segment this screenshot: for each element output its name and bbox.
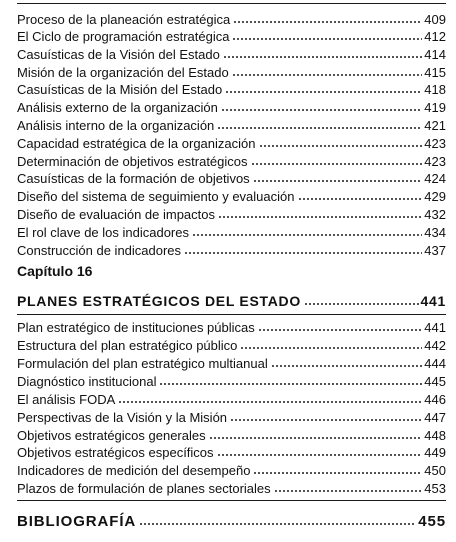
toc-entry [17, 44, 446, 62]
toc-entry [17, 442, 446, 460]
toc-entry-title: Diagnóstico institucional [17, 374, 157, 389]
dot-leader [274, 489, 423, 493]
dot-leader [271, 364, 423, 368]
toc-entry-title: Diseño del sistema de seguimiento y evaluación [17, 189, 295, 204]
dot-leader [209, 436, 423, 440]
chapter-label: Capítulo 16 [17, 263, 93, 279]
dot-leader [251, 162, 423, 166]
toc-entry-page: 434 [424, 225, 446, 240]
dot-leader [253, 471, 422, 475]
dot-leader [259, 144, 423, 148]
toc-entry [17, 478, 446, 496]
toc-entry-page: 429 [424, 189, 446, 204]
dot-leader [217, 126, 422, 130]
chapter-title-entry [17, 291, 446, 309]
toc-entry-title: Objetivos estratégicos específicos [17, 445, 214, 460]
dot-leader [258, 328, 423, 332]
toc-entry [17, 204, 446, 222]
toc-entry [17, 133, 446, 151]
dot-leader [217, 453, 423, 457]
toc-entry [17, 9, 446, 27]
toc-entry [17, 371, 446, 389]
chapter-rule [17, 314, 446, 315]
toc-entry-page: 423 [424, 136, 446, 151]
dot-leader [139, 522, 416, 526]
toc-entry [17, 62, 446, 80]
toc-entry-page: 418 [424, 82, 446, 97]
bibliography-page: 455 [418, 513, 446, 530]
toc-entry-page: 449 [424, 445, 446, 460]
toc-entry-title: Casuísticas de la Misión del Estado [17, 82, 223, 97]
toc-entry-title: Diseño de evaluación de impactos [17, 207, 216, 222]
toc-entry [17, 151, 446, 169]
toc-entry [17, 389, 446, 407]
dot-leader [218, 215, 422, 219]
toc-entry-title: Determinación de objetivos estratégicos [17, 154, 248, 169]
toc-entry-title: Capacidad estratégica de la organización [17, 136, 256, 151]
toc-entry-title: Objetivos estratégicos generales [17, 428, 206, 443]
toc-entry-title: Formulación del plan estratégico multianual [17, 356, 268, 371]
toc-entry [17, 26, 446, 44]
bibliography-rule [17, 500, 446, 501]
dot-leader [233, 20, 422, 24]
toc-entry-title: Estructura del plan estratégico público [17, 338, 238, 353]
dot-leader [221, 108, 422, 112]
toc-entry-page: 437 [424, 243, 446, 258]
chapter-title-page: 441 [420, 293, 446, 309]
dot-leader [192, 233, 422, 237]
dot-leader [232, 73, 423, 77]
toc-entry-title: Indicadores de medición del desempeño [17, 463, 251, 478]
toc-entry [17, 115, 446, 133]
chapter-title: PLANES ESTRATÉGICOS DEL ESTADO [17, 293, 301, 309]
toc-entry-page: 412 [424, 29, 446, 44]
toc-entry-title: Perspectivas de la Visión y la Misión [17, 410, 228, 425]
dot-leader [225, 90, 422, 94]
toc-entry-page: 448 [424, 428, 446, 443]
toc-entry [17, 460, 446, 478]
dot-leader [118, 400, 422, 404]
toc-entry-page: 421 [424, 118, 446, 133]
toc-entry-page: 445 [424, 374, 446, 389]
dot-leader [159, 382, 422, 386]
toc-entry-title: Análisis interno de la organización [17, 118, 215, 133]
toc-entry [17, 240, 446, 258]
toc-entry-title: El Ciclo de programación estratégica [17, 29, 230, 44]
toc-entry-page: 409 [424, 12, 446, 27]
toc-entry [17, 335, 446, 353]
toc-entry-title: Plan estratégico de instituciones públicas [17, 320, 255, 335]
dot-leader [184, 251, 422, 255]
toc-entry-page: 453 [424, 481, 446, 496]
toc-entry [17, 97, 446, 115]
toc-entry-title: El análisis FODA [17, 392, 116, 407]
toc-entry-title: Plazos de formulación de planes sectoriales [17, 481, 271, 496]
toc-entry-page: 414 [424, 47, 446, 62]
toc-entry-title: Análisis externo de la organización [17, 100, 218, 115]
toc-entry-page: 423 [424, 154, 446, 169]
toc-entry-title: Misión de la organización del Estado [17, 65, 229, 80]
dot-leader [304, 302, 419, 306]
toc-entry [17, 317, 446, 335]
toc-entry-title: Proceso de la planeación estratégica [17, 12, 231, 27]
dot-leader [253, 179, 423, 183]
toc-entry-title: El rol clave de los indicadores [17, 225, 189, 240]
toc-entry-page: 424 [424, 171, 446, 186]
toc-entry-page: 442 [424, 338, 446, 353]
dot-leader [240, 346, 422, 350]
toc-entry [17, 186, 446, 204]
toc-entry-page: 447 [424, 410, 446, 425]
toc-entry-page: 441 [424, 320, 446, 335]
dot-leader [223, 55, 422, 59]
toc-entry-page: 419 [424, 100, 446, 115]
toc-entry-page: 432 [424, 207, 446, 222]
toc-entry-title: Casuísticas de la formación de objetivos [17, 171, 250, 186]
toc-entry [17, 353, 446, 371]
dot-leader [230, 418, 422, 422]
toc-entry [17, 168, 446, 186]
bibliography-entry [17, 511, 446, 529]
toc-entry [17, 425, 446, 443]
dot-leader [298, 197, 423, 201]
top-rule [17, 3, 446, 4]
toc-entry-page: 444 [424, 356, 446, 371]
toc-entry-title: Casuísticas de la Visión del Estado [17, 47, 220, 62]
dot-leader [232, 37, 422, 41]
toc-entry [17, 79, 446, 97]
toc-entry [17, 407, 446, 425]
toc-entry-page: 415 [424, 65, 446, 80]
toc-entry-title: Construcción de indicadores [17, 243, 182, 258]
bibliography-title: BIBLIOGRAFÍA [17, 513, 137, 530]
toc-entry [17, 222, 446, 240]
toc-entry-page: 446 [424, 392, 446, 407]
toc-entry-page: 450 [424, 463, 446, 478]
